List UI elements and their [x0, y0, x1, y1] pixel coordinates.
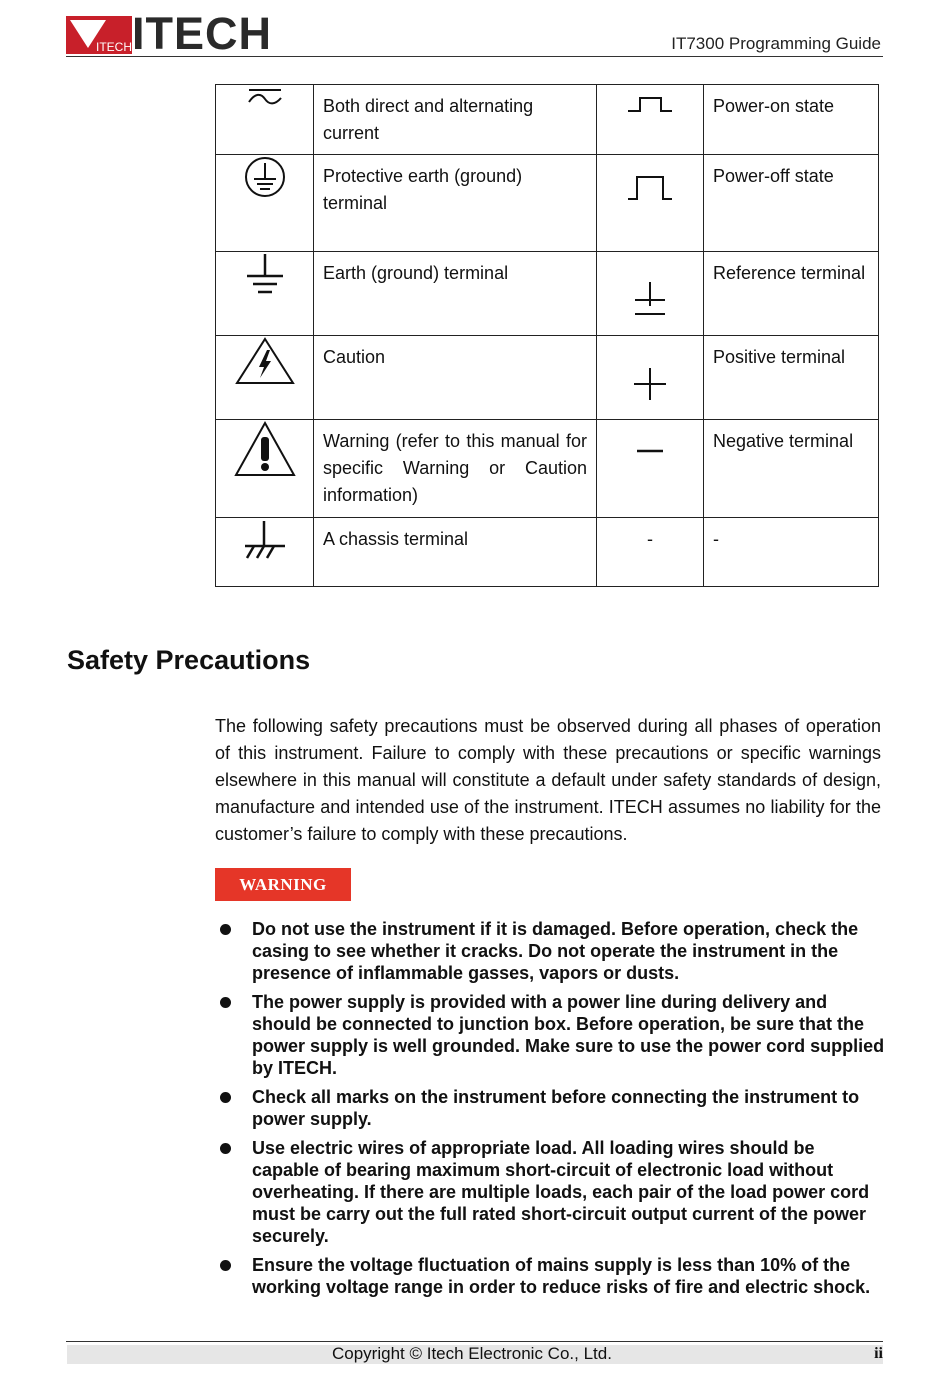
warning-exclamation-icon	[216, 420, 314, 518]
symbol-description: Caution	[314, 336, 597, 420]
bullet-icon	[220, 1143, 231, 1154]
bullet-icon	[220, 924, 231, 935]
list-item	[215, 1254, 885, 1298]
footer-copyright: Copyright © Itech Electronic Co., Ltd.	[332, 1344, 612, 1363]
bullet-icon	[220, 1092, 231, 1103]
power-on-icon	[597, 85, 704, 155]
symbol-description: Earth (ground) terminal	[314, 252, 597, 336]
ac-dc-icon	[216, 85, 314, 155]
list-item-text: Do not use the instrument if it is damaged. Before operation, check the casing to see whether it cracks. Do not operate the instrument in the presence of inflammable gasses, vapors or dusts.	[252, 919, 859, 983]
table-row	[216, 155, 879, 252]
symbol-description: Positive terminal	[704, 336, 879, 420]
table-row	[216, 336, 879, 420]
chassis-terminal-icon	[216, 518, 314, 587]
earth-ground-icon	[216, 252, 314, 336]
symbol-description: -	[704, 518, 879, 587]
symbol-description: Power-on state	[704, 85, 879, 155]
bullet-icon	[220, 1260, 231, 1271]
page-number: ii	[874, 1345, 883, 1362]
page-header	[66, 8, 883, 59]
table-row	[216, 252, 879, 336]
list-item	[215, 991, 885, 1079]
protective-earth-icon	[216, 155, 314, 252]
itech-logo-mark	[66, 14, 132, 54]
warning-badge: WARNING	[215, 868, 351, 901]
symbol-description: Reference terminal	[704, 252, 879, 336]
itech-logo	[66, 8, 272, 59]
table-row	[216, 85, 879, 155]
section-heading: Safety Precautions	[67, 645, 311, 675]
logo-small-text: ITECH	[96, 40, 132, 54]
table-row	[216, 518, 879, 587]
symbol-description: Negative terminal	[704, 420, 879, 518]
intro-paragraph: The following safety precautions must be observed during all phases of operation of this instrument. Failure to comply with these precautions or specific warnings elsewhere in this manual will constitute a default under safety standards of design, manufacture and intended use of the instrument. ITECH assumes no liability for the customer’s failure to comply with these precautions.	[215, 716, 881, 844]
list-item-text: Ensure the voltage fluctuation of mains supply is less than 10% of the working voltage range in order to reduce risks of fire and electric shock.	[252, 1255, 871, 1297]
positive-terminal-icon	[597, 336, 704, 420]
safety-symbols-table	[215, 84, 879, 587]
list-item-text: Use electric wires of appropriate load. All loading wires should be capable of bearing maximum short-circuit of electronic load without overheating. If there are multiple loads, each pair of the load power cord must be carry out the full rated short-circuit output current of the power securely.	[252, 1138, 870, 1246]
list-item	[215, 1137, 885, 1247]
bullet-icon	[220, 997, 231, 1008]
logo-wordmark: ITECH	[132, 8, 272, 59]
list-item-text: Check all marks on the instrument before connecting the instrument to power supply.	[252, 1087, 860, 1129]
list-item-text: The power supply is provided with a power line during delivery and should be connected to junction box. Before operation, be sure that the power supply is well grounded. Make sure to use the power cord supplied by ITECH.	[252, 992, 885, 1078]
symbol-description: Protective earth (ground) terminal	[314, 155, 597, 252]
list-item	[215, 918, 885, 984]
symbol-description: Both direct and alternating current	[314, 85, 597, 155]
power-off-icon	[597, 155, 704, 252]
document-title: IT7300 Programming Guide	[671, 34, 881, 53]
caution-high-voltage-icon	[216, 336, 314, 420]
table-row	[216, 420, 879, 518]
symbol-description: Warning (refer to this manual for specific Warning or Caution information)	[314, 420, 597, 518]
empty-symbol: -	[597, 518, 704, 587]
list-item	[215, 1086, 885, 1130]
symbol-description: A chassis terminal	[314, 518, 597, 587]
warning-list	[215, 918, 885, 1305]
footer-divider	[66, 1341, 883, 1342]
negative-terminal-icon	[597, 420, 704, 518]
reference-terminal-icon	[597, 252, 704, 336]
symbol-description: Power-off state	[704, 155, 879, 252]
